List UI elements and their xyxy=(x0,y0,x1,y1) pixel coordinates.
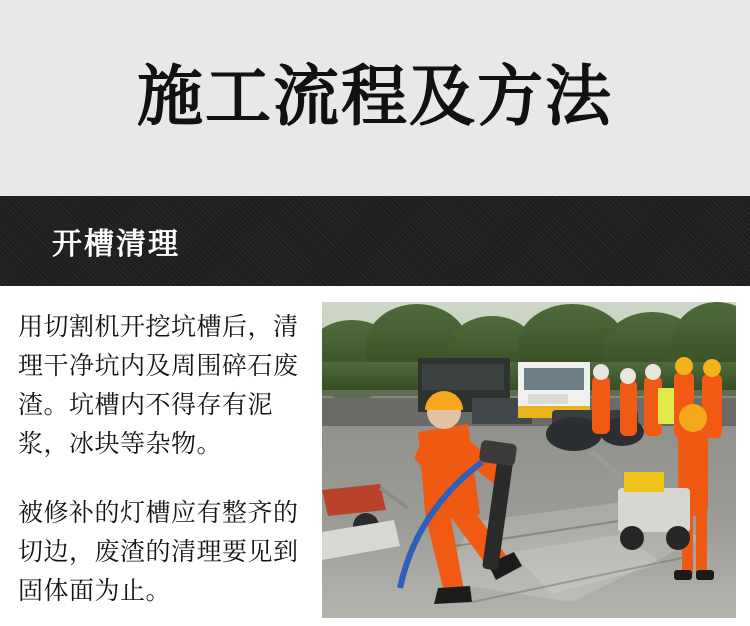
construction-photo xyxy=(322,302,736,618)
paragraph-1: 用切割机开挖坑槽后，清理干净坑内及周围碎石废渣。坑槽内不得存有泥浆，冰块等杂物。 xyxy=(18,314,299,458)
section-header-band xyxy=(0,196,750,286)
title-banner xyxy=(0,0,750,196)
content-area xyxy=(0,286,750,626)
paragraph-2: 被修补的灯槽应有整齐的切边，废渣的清理要见到固体面为止。 xyxy=(18,500,299,605)
page-title: 施工流程及方法 xyxy=(137,61,613,134)
section-title: 开槽清理 xyxy=(52,228,180,261)
description-text-column xyxy=(18,308,318,611)
